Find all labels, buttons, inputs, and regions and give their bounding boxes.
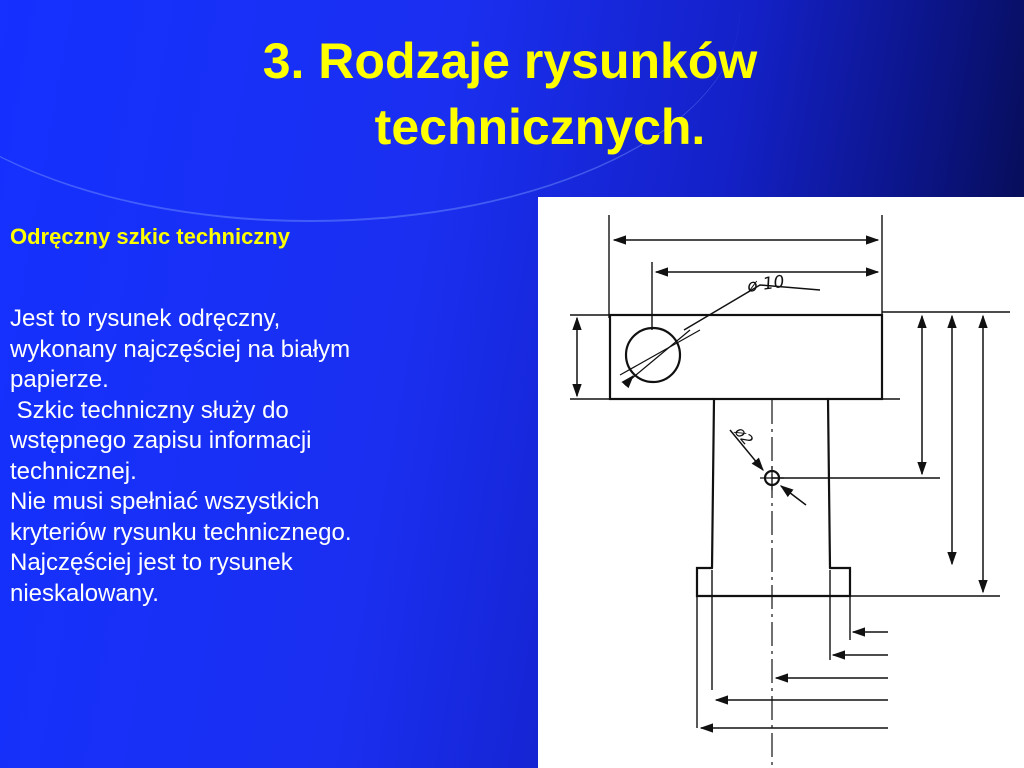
subtitle: Odręczny szkic techniczny [10,224,290,249]
body-line: wstępnego zapisu informacji [10,427,312,454]
body-line: Szkic techniczny służy do [10,396,289,424]
stem [712,399,830,568]
body-line: nieskalowany. [10,579,159,607]
body-line: kryteriów rysunku technicznego. [10,518,352,546]
body-line: Nie musi spełniać wszystkich [10,488,320,515]
body-line: papierze. [10,366,109,393]
dim-label-large-hole: ø 10 [745,271,786,297]
sketch-svg [538,197,1024,768]
body-line: wykonany najczęściej na białym [10,335,351,363]
body-line: Najczęściej jest to rysunek [10,549,293,576]
body-paragraph [10,304,535,609]
title-line-2: technicznych. [374,99,706,155]
body-line: Jest to rysunek odręczny, [10,305,281,332]
foot [697,568,850,596]
dim-label-small-hole: ø2 [730,423,757,449]
technical-sketch [538,197,1024,768]
slide-title [150,28,870,160]
title-line-1: 3. Rodzaje rysunków [262,33,758,89]
body-line: technicznej. [10,457,137,485]
large-hole [626,328,680,382]
